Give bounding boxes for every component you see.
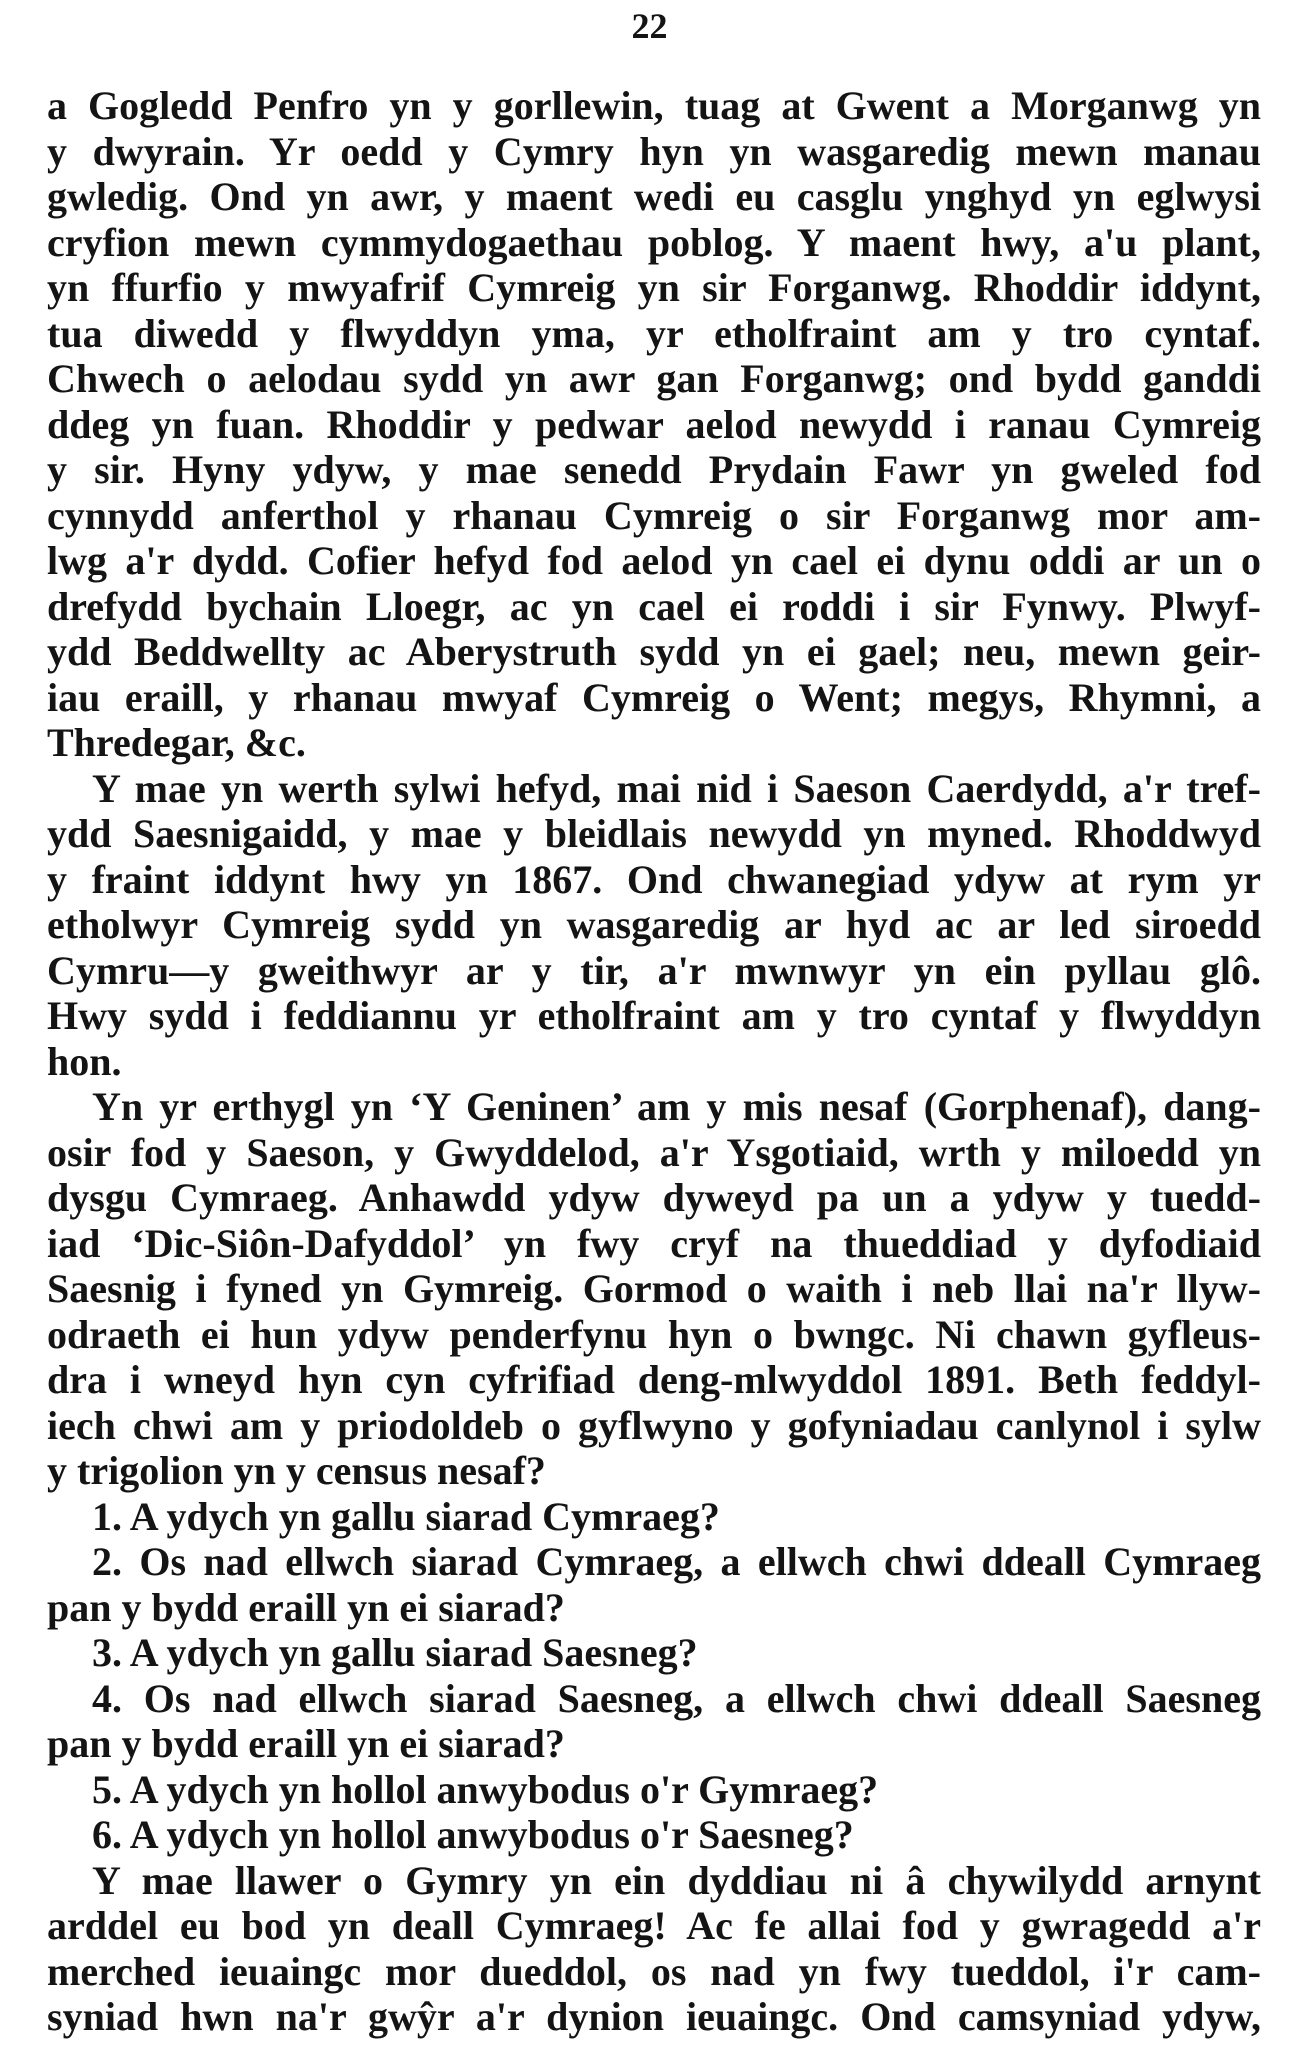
text-line: Hwy sydd i feddiannu yr etholfraint am y tro cyntaf y flwyddyn (47, 993, 1261, 1038)
text-line: osir fod y Saeson, y Gwyddelod, a'r Ysgotiaid, wrth y miloedd yn (47, 1129, 1261, 1175)
text-line: y sir. Hyny ydyw, y mae senedd Prydain Fawr yn gweled fod (47, 447, 1261, 492)
text-line: Yn yr erthygl yn ‘Y Geninen’ am y mis nesaf (Gorphenaf), dang- (92, 1084, 1261, 1129)
text-line: 3. A ydych yn gallu siarad Saesneg? (92, 1630, 698, 1675)
text-line: Saesnig i fyned yn Gymreig. Gormod o waith i neb llai na'r llyw- (47, 1266, 1261, 1311)
text-line: Y mae yn werth sylwi hefyd, mai nid i Saeson Caerdydd, a'r tref- (92, 765, 1261, 811)
text-line: yn ffurfio y mwyafrif Cymreig yn sir Forganwg. Rhoddir iddynt, (47, 265, 1261, 310)
text-line: iech chwi am y priodoldeb o gyflwyno y gofyniadau canlynol i sylw (47, 1402, 1261, 1448)
text-line: drefydd bychain Lloegr, ac yn cael ei roddi i sir Fynwy. Plwyf- (47, 583, 1261, 629)
text-line: ydd Beddwellty ac Aberystruth sydd yn ei gael; neu, mewn geir- (47, 629, 1261, 674)
text-line: 5. A ydych yn hollol anwybodus o'r Gymraeg? (92, 1766, 879, 1812)
text-line: etholwyr Cymreig sydd yn wasgaredig ar hyd ac ar led siroedd (47, 902, 1261, 947)
text-line: Thredegar, &c. (47, 720, 306, 765)
text-line: ddeg yn fuan. Rhoddir y pedwar aelod newydd i ranau Cymreig (47, 401, 1261, 447)
text-line: Cymru—y gweithwyr ar y tir, a'r mwnwyr yn ein pyllau glô. (47, 947, 1261, 993)
body-text (47, 83, 1261, 2040)
text-line: lwg a'r dydd. Cofier hefyd fod aelod yn cael ei dynu oddi ar un o (47, 538, 1261, 583)
text-line: 4. Os nad ellwch siarad Saesneg, a ellwch chwi ddeall Saesneg (92, 1675, 1261, 1721)
page-number: 22 (631, 6, 668, 46)
text-line: Chwech o aelodau sydd yn awr gan Forganwg; ond bydd ganddi (47, 356, 1261, 401)
text-line: cryfion mewn cymmydogaethau poblog. Y maent hwy, a'u plant, (47, 219, 1261, 265)
text-line: iad ‘Dic-Siôn-Dafyddol’ yn fwy cryf na thueddiad y dyfodiaid (47, 1220, 1261, 1266)
text-line: hon. (47, 1038, 122, 1084)
text-line: 1. A ydych yn gallu siarad Cymraeg? (92, 1493, 720, 1539)
text-line: ydd Saesnigaidd, y mae y bleidlais newydd yn myned. Rhoddwyd (47, 811, 1261, 856)
text-line: merched ieuaingc mor dueddol, os nad yn fwy tueddol, i'r cam- (47, 1948, 1261, 1994)
text-line: y dwyrain. Yr oedd y Cymry hyn yn wasgaredig mewn manau (47, 128, 1261, 174)
text-line: 6. A ydych yn hollol anwybodus o'r Saesneg? (92, 1812, 854, 1857)
text-line: y fraint iddynt hwy yn 1867. Ond chwanegiad ydyw at rym yr (47, 856, 1261, 902)
text-line: dra i wneyd hyn cyn cyfrifiad deng-mlwyddol 1891. Beth feddyl- (47, 1357, 1261, 1402)
text-line: pan y bydd eraill yn ei siarad? (47, 1721, 565, 1766)
text-line: y trigolion yn y census nesaf? (47, 1448, 546, 1493)
text-line: tua diwedd y flwyddyn yma, yr etholfraint am y tro cyntaf. (47, 310, 1261, 356)
text-line: dysgu Cymraeg. Anhawdd ydyw dyweyd pa un a ydyw y tuedd- (47, 1175, 1261, 1220)
text-line: a Gogledd Penfro yn y gorllewin, tuag at Gwent a Morganwg yn (47, 83, 1261, 128)
text-line: cynnydd anferthol y rhanau Cymreig o sir Forganwg mor am- (47, 492, 1261, 538)
text-line: pan y bydd eraill yn ei siarad? (47, 1584, 565, 1630)
text-line: arddel eu bod yn deall Cymraeg! Ac fe allai fod y gwragedd a'r (47, 1903, 1261, 1948)
text-line: 2. Os nad ellwch siarad Cymraeg, a ellwch chwi ddeall Cymraeg (92, 1539, 1261, 1584)
text-line: Y mae llawer o Gymry yn ein dyddiau ni â chywilydd arnynt (92, 1857, 1261, 1903)
text-line: iau eraill, y rhanau mwyaf Cymreig o Went; megys, Rhymni, a (47, 674, 1261, 720)
text-line: odraeth ei hun ydyw penderfynu hyn o bwngc. Ni chawn gyfleus- (47, 1311, 1261, 1357)
text-line: gwledig. Ond yn awr, y maent wedi eu casglu ynghyd yn eglwysi (47, 174, 1261, 219)
text-line: syniad hwn na'r gwŷr a'r dynion ieuaingc. Ond camsyniad ydyw, (47, 1994, 1261, 2039)
